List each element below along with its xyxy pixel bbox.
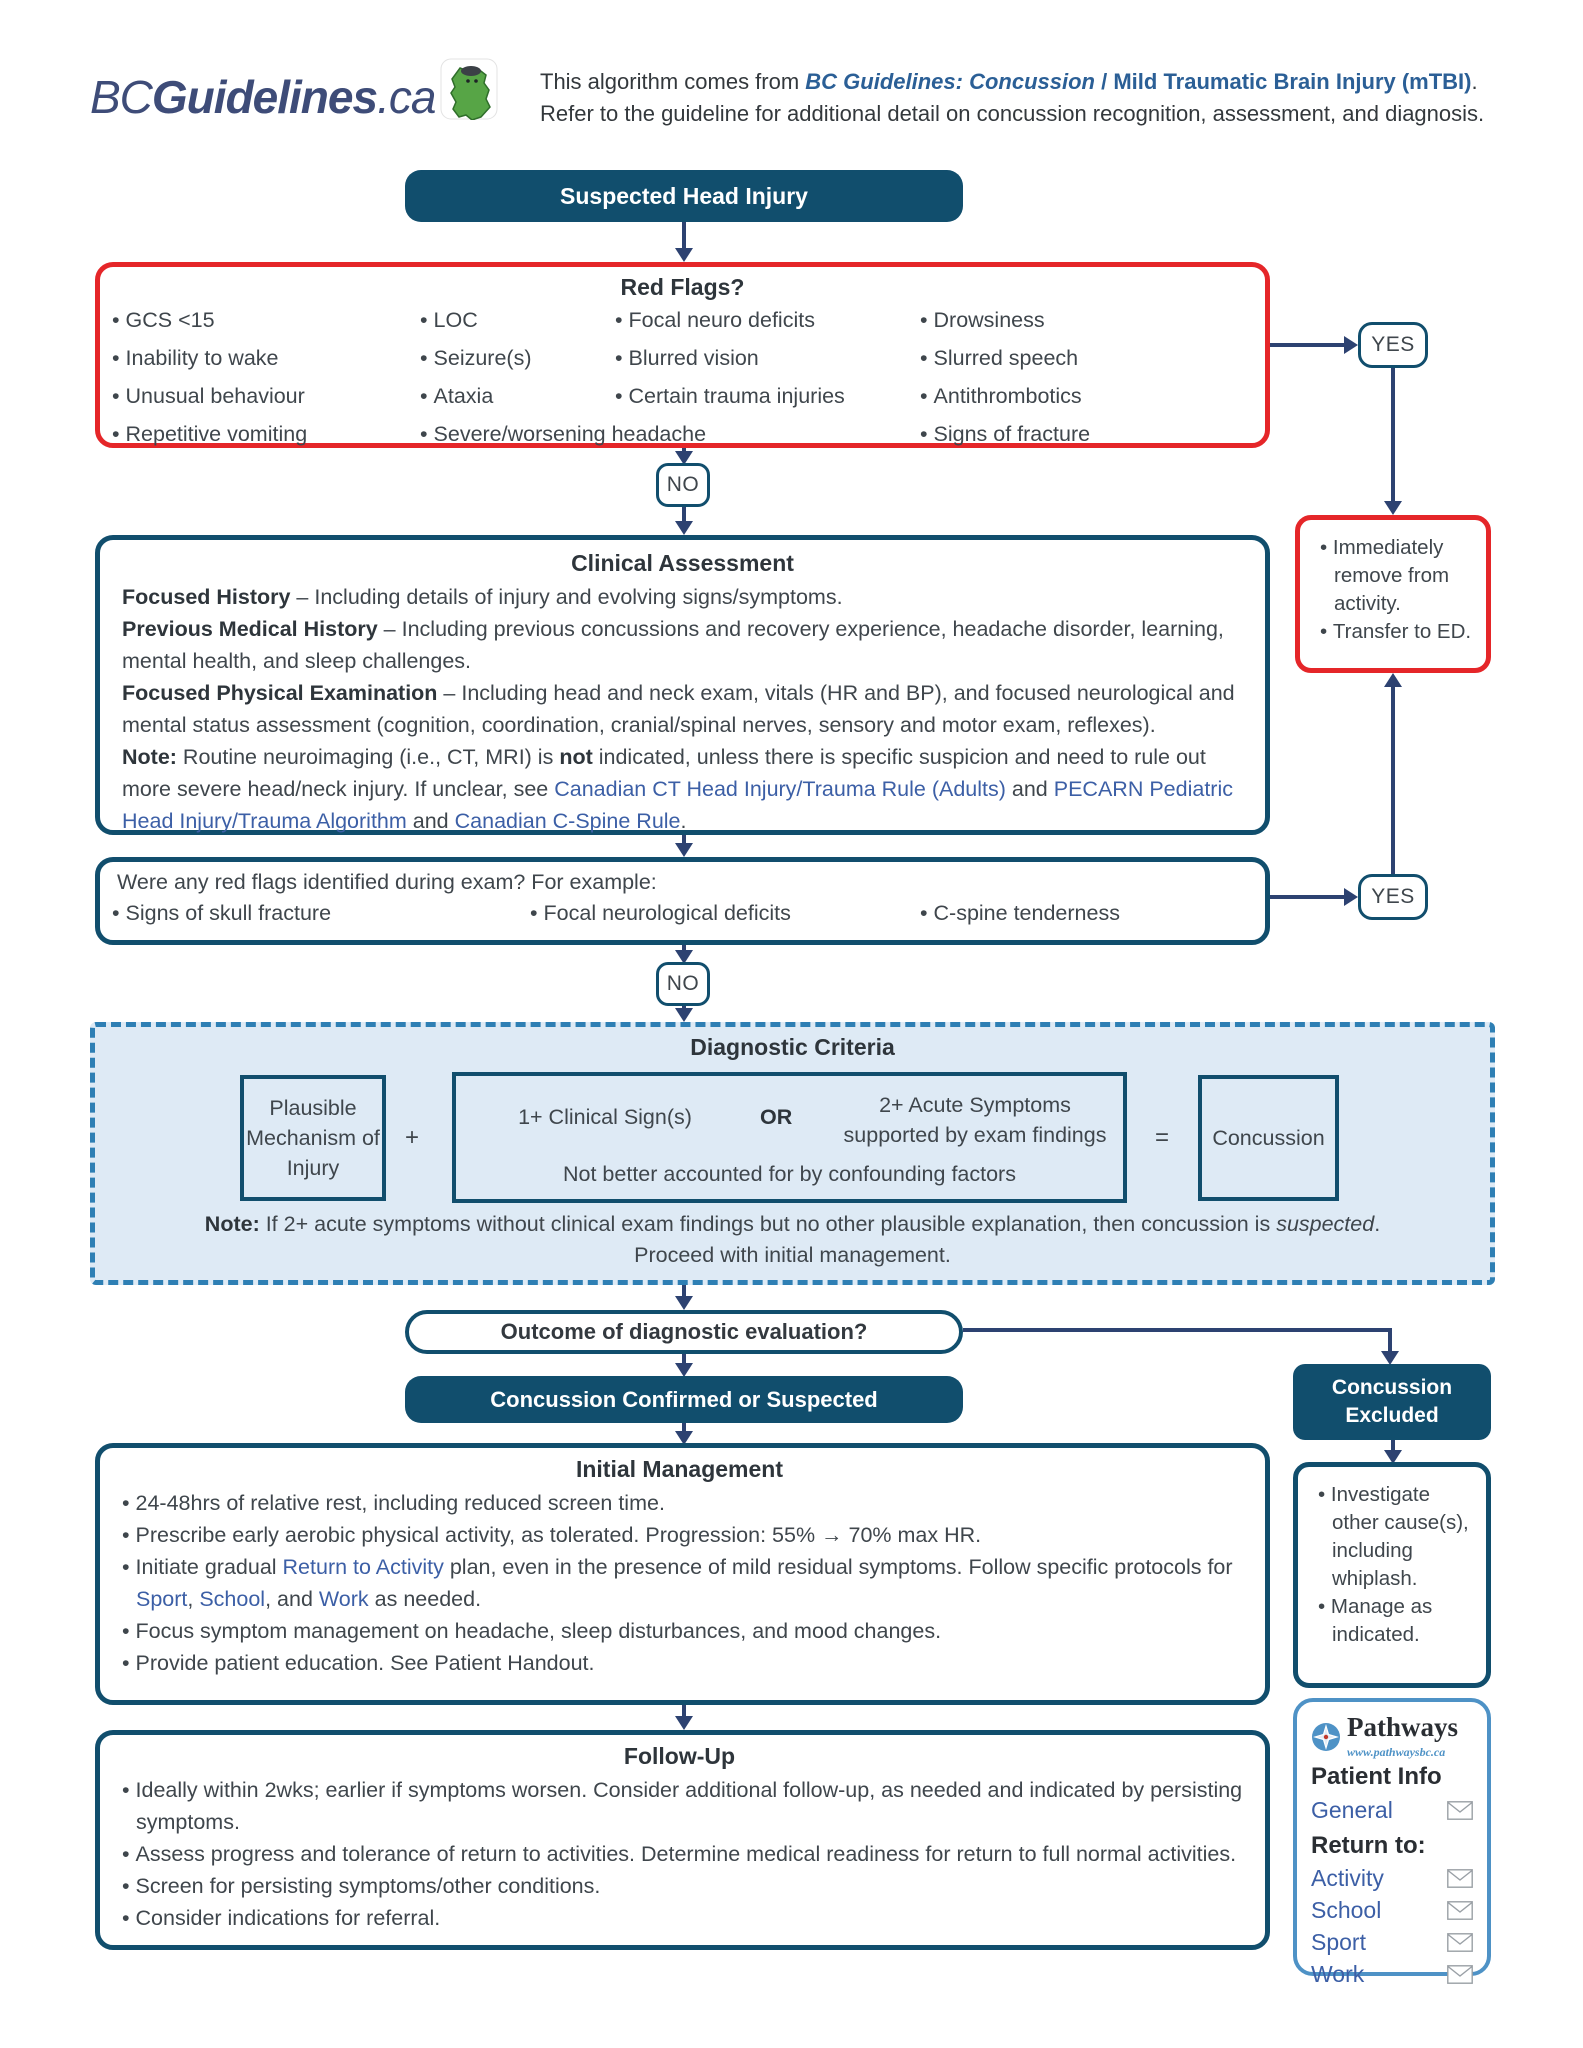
criteria-note-period: . [1374,1212,1381,1236]
connector-confirmed-initial [682,1423,686,1431]
exam-bullet: • C-spine tenderness [920,901,1120,926]
red-flag-item: • Drowsiness [920,308,1090,333]
focused-history-text: – Including details of injury and evolving signs/symptoms. [290,585,843,609]
initial-management-title: Initial Management [575,1456,784,1482]
clinical-assessment-title: Clinical Assessment [571,550,794,576]
yes1-node [1358,322,1428,368]
criteria-note-suspected: suspected [1276,1212,1375,1236]
no1-label: NO [666,473,700,496]
exam-question: Were any red flags identified during exam? For example: [117,870,657,894]
arrowhead-into-clinical [675,521,693,535]
acute-symptoms-line2: supported by exam findings [843,1123,1107,1147]
school-protocol-link[interactable]: School [199,1587,266,1611]
activity-row [1311,1865,1473,1892]
red-flags-column-4 [920,308,1090,460]
arrowhead-into-excluded [1381,1351,1399,1365]
followup-bullet: • Ideally within 2wks; earlier if symptoms worsen. Consider additional follow-up, as needed and indicated by persisting symptoms. [116,1774,1243,1838]
red-flag-item: • Blurred vision [615,346,845,371]
initial-bullet: • Focus symptom management on headache, sleep disturbances, and mood changes. [116,1615,1243,1647]
intro-prefix: This algorithm comes from [540,69,806,94]
ct-head-rule-link[interactable]: Canadian CT Head Injury/Trauma Rule (Adults) [554,777,1006,801]
envelope-icon[interactable] [1447,1965,1473,1984]
red-flag-item: • LOC [420,308,706,333]
physical-exam-text: – Including head and neck exam, vitals (HR and BP), and focused neurological and mental status assessment (cognition, coordination, cranial/spinal nerves, sensory and motor exam, reflexes). [122,681,1235,737]
pecarn-link[interactable]: PECARN Pediatric Head Injury/Trauma Algorithm [122,777,1233,833]
criteria-note-line1 [90,1212,1495,1237]
return-activity-link[interactable]: Activity [1311,1865,1384,1891]
return-to-heading: Return to: [1311,1832,1426,1859]
return-to-activity-link[interactable]: Return to Activity [282,1555,444,1579]
followup-bullet: • Consider indications for referral. [116,1902,1243,1934]
red-flag-item: • Severe/worsening headache [420,422,706,447]
concussion-result-label: Concussion [1212,1126,1325,1150]
diagnostic-criteria-title: Diagnostic Criteria [690,1034,895,1060]
no2-node [656,962,710,1006]
outcome-label: Outcome of diagnostic evaluation? [500,1319,868,1344]
arrowhead-into-examq [675,843,693,857]
mechanism-label: Plausible Mechanism of Injury [246,1096,380,1180]
pathways-url[interactable]: www.pathwaysbc.ca [1347,1745,1446,1759]
emergency-item: • Immediately remove from activity. [1314,534,1476,618]
red-flag-item: • GCS <15 [112,308,307,333]
mechanism-box [240,1075,386,1201]
bullet-text: , and [265,1587,319,1611]
patient-info-heading: Patient Info [1311,1763,1442,1790]
arrowhead-into-followup [675,1716,693,1730]
investigate-item: • Manage as indicated. [1312,1593,1478,1649]
work-row [1311,1961,1473,1988]
initial-bullet: • Prescribe early aerobic physical activity, as tolerated. Progression: 55% → 70% max HR. [116,1519,1243,1551]
note-text: Routine neuroimaging (i.e., CT, MRI) is [176,745,560,769]
bullet-text: Initiate gradual [135,1555,283,1579]
concussion-result-box [1198,1075,1339,1201]
intro-text [540,66,1520,130]
connector-examq-yes2 [1270,895,1344,899]
sport-row [1311,1929,1473,1956]
start-node [405,170,963,222]
connector-criteria-outcome [682,1285,686,1296]
pathways-logo[interactable] [1311,1712,1473,1761]
envelope-icon[interactable] [1447,1933,1473,1952]
investigate-box [1293,1462,1491,1688]
bc-mascot-icon [440,58,498,125]
red-flag-item: • Certain trauma injuries [615,384,845,409]
red-flag-item: • Antithrombotics [920,384,1090,409]
envelope-icon[interactable] [1447,1901,1473,1920]
work-protocol-link[interactable]: Work [318,1587,369,1611]
connector-clinical-examq [682,835,686,843]
previous-history-text: – Including previous concussions and recovery experience, headache disorder, learning, mental health, and sleep challenges. [122,617,1224,673]
general-link[interactable]: General [1311,1797,1393,1823]
arrowhead-up-into-emergency [1384,673,1402,687]
red-flag-item: • Signs of fracture [920,422,1090,447]
pathways-panel [1293,1698,1491,1987]
mtbi-link[interactable]: Mild Traumatic Brain Injury (mTBI) [1113,69,1472,94]
plus-operator: + [404,1124,419,1151]
red-flag-item: • Inability to wake [112,346,307,371]
connector-start-redflags [682,222,686,248]
return-work-link[interactable]: Work [1311,1961,1365,1987]
guideline-link[interactable]: BC Guidelines: Concussion [805,69,1095,94]
note-text: indicated, unless there is specific suspicion and need to rule out more severe head/neck injury. If unclear, see [122,745,1206,801]
return-sport-link[interactable]: Sport [1311,1929,1366,1955]
sport-protocol-link[interactable]: Sport [136,1587,188,1611]
yes2-label: YES [1371,885,1415,908]
investigate-item: • Investigate other cause(s), including whiplash. [1312,1481,1478,1593]
connector-yes2-emergency [1391,687,1395,874]
logo-bc: BC [90,71,152,123]
red-flag-item: • Slurred speech [920,346,1090,371]
previous-history-paragraph [122,613,1243,677]
arrowhead-into-yes1 [1344,336,1358,354]
envelope-icon[interactable] [1447,1801,1473,1820]
connector-no1-clinical [682,507,686,521]
arrowhead-into-emergency [1384,501,1402,515]
arrowhead-into-criteria [675,1008,693,1022]
bullet-text: plan, even in the presence of mild residual symptoms. Follow specific protocols for [443,1555,1233,1579]
red-flags-column-1 [112,308,307,460]
neuroimaging-note [122,741,1243,837]
arrowhead-into-outcome [675,1296,693,1310]
connector-yes1-emergency [1391,368,1395,502]
excluded-node [1293,1364,1491,1440]
clinical-sign-label: 1+ Clinical Sign(s) [518,1105,692,1129]
clinical-assessment-text [122,581,1243,837]
acute-symptoms-label [830,1090,1120,1150]
yes1-label: YES [1371,333,1415,356]
arrowhead-into-yes2 [1344,888,1358,906]
confirmed-label: Concussion Confirmed or Suspected [490,1386,878,1412]
intro-line-2: Refer to the guideline for additional detail on concussion recognition, assessment, and diagnosis. [540,101,1485,126]
physical-exam-paragraph [122,677,1243,741]
initial-bullet: • Provide patient education. See Patient Handout. [116,1647,1243,1679]
note-text: . [680,809,687,833]
bullet-text: as needed. [368,1587,482,1611]
initial-bullet-return-to-activity [116,1551,1243,1615]
connector-excluded-investigate [1391,1440,1395,1450]
note-text: and [1005,777,1054,801]
focused-history-paragraph [122,581,1243,613]
red-flags-column-3 [615,308,845,422]
bcguidelines-logo [90,70,435,124]
criteria-note-line2: Proceed with initial management. [634,1243,951,1267]
red-flag-item: • Ataxia [420,384,706,409]
initial-management-box [95,1443,1270,1705]
follow-up-title: Follow-Up [623,1743,736,1769]
arrowhead-into-confirmed [675,1363,693,1377]
followup-bullet: • Screen for persisting symptoms/other conditions. [116,1870,1243,1902]
or-operator: OR [760,1105,793,1129]
pathways-brand: Pathways [1347,1712,1459,1742]
emergency-action-box [1295,515,1491,673]
cspine-rule-link[interactable]: Canadian C-Spine Rule [454,809,681,833]
envelope-icon[interactable] [1447,1869,1473,1888]
yes2-node [1358,874,1428,920]
physical-exam-lead: Focused Physical Examination [122,681,438,705]
exam-bullet: • Signs of skull fracture [112,901,331,926]
connector-outcome-excluded-v [1388,1328,1392,1351]
intro-separator: / [1095,69,1114,94]
intro-line-1 [540,66,1520,98]
school-row [1311,1897,1473,1924]
confounding-label: Not better accounted for by confounding factors [563,1162,1016,1186]
excluded-label: Concussion Excluded [1331,1376,1453,1427]
clinical-assessment-box [95,535,1270,835]
arrowhead-into-redflags [675,248,693,262]
previous-history-lead: Previous Medical History [122,617,378,641]
confirmed-node [405,1376,963,1423]
focused-history-lead: Focused History [122,585,291,609]
start-node-label: Suspected Head Injury [560,182,808,209]
connector-outcome-excluded-h [963,1328,1392,1332]
red-flag-item: • Repetitive vomiting [112,422,307,447]
red-flag-item: • Seizure(s) [420,346,706,371]
no2-label: NO [666,972,700,995]
general-row [1311,1797,1473,1824]
initial-bullet: • 24-48hrs of relative rest, including reduced screen time. [116,1487,1243,1519]
red-flag-item: • Focal neuro deficits [615,308,845,333]
connector-initial-followup [682,1705,686,1716]
red-flag-item: • Unusual behaviour [112,384,307,409]
logo-guidelines: Guidelines [151,71,378,123]
note-text: and [406,809,455,833]
pathways-compass-icon [1311,1722,1341,1752]
return-school-link[interactable]: School [1311,1897,1382,1923]
note-not: not [559,745,593,769]
criteria-note-lead: Note: [204,1212,260,1236]
acute-symptoms-line1: 2+ Acute Symptoms [879,1093,1071,1117]
followup-bullet: • Assess progress and tolerance of return to activities. Determine medical readiness for return to full normal activities. [116,1838,1243,1870]
connector-redflags-yes [1270,343,1344,347]
equals-operator: = [1154,1124,1169,1151]
red-flags-title: Red Flags? [620,274,745,300]
note-lead: Note: [122,745,177,769]
connector-outcome-confirmed [682,1354,686,1363]
logo-ca: .ca [377,71,436,123]
outcome-box [405,1310,963,1354]
follow-up-box [95,1730,1270,1950]
bullet-text: , [187,1587,200,1611]
criteria-note-text: If 2+ acute symptoms without clinical exam findings but no other plausible explanation, then concussion is [259,1212,1277,1236]
intro-period: . [1471,69,1478,94]
no1-node [656,463,710,507]
exam-bullet: • Focal neurological deficits [530,901,791,926]
emergency-item: • Transfer to ED. [1314,618,1476,646]
